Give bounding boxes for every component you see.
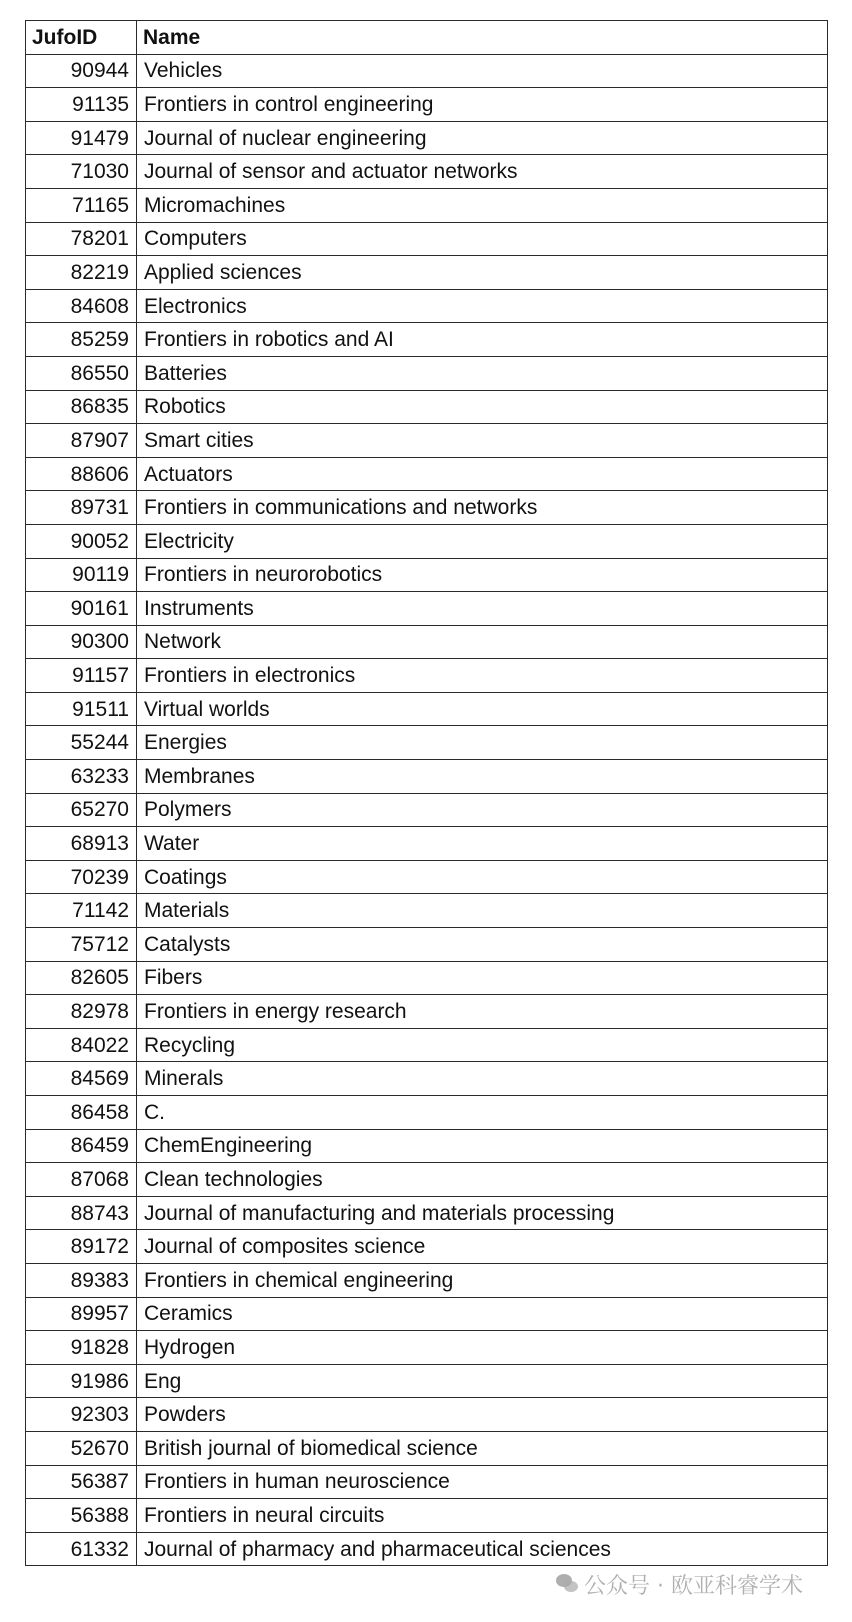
table-row	[26, 793, 828, 827]
watermark	[556, 1568, 803, 1600]
table-row	[26, 592, 828, 626]
jufoid-cell: 75712	[26, 928, 137, 962]
journal-name-cell: Coatings	[137, 860, 828, 894]
journal-name-cell: Fibers	[137, 961, 828, 995]
jufoid-cell: 91828	[26, 1331, 137, 1365]
journal-name-cell: Frontiers in neurorobotics	[137, 558, 828, 592]
jufoid-cell: 87907	[26, 424, 137, 458]
jufoid-cell: 89172	[26, 1230, 137, 1264]
wechat-icon	[556, 1574, 578, 1594]
jufoid-cell: 63233	[26, 760, 137, 794]
journal-name-cell: C.	[137, 1096, 828, 1130]
table-row	[26, 1499, 828, 1533]
table-row	[26, 54, 828, 88]
journal-name-cell: Frontiers in energy research	[137, 995, 828, 1029]
table-row	[26, 1062, 828, 1096]
jufoid-cell: 89383	[26, 1263, 137, 1297]
jufoid-cell: 86835	[26, 390, 137, 424]
journal-name-cell: Membranes	[137, 760, 828, 794]
jufoid-cell: 82219	[26, 256, 137, 290]
table-row	[26, 188, 828, 222]
table-row	[26, 222, 828, 256]
jufoid-cell: 71142	[26, 894, 137, 928]
journal-name-cell: Journal of pharmacy and pharmaceutical sciences	[137, 1532, 828, 1566]
journal-name-cell: Journal of composites science	[137, 1230, 828, 1264]
jufoid-cell: 87068	[26, 1163, 137, 1197]
table-row	[26, 1163, 828, 1197]
journal-name-cell: Journal of nuclear engineering	[137, 121, 828, 155]
journal-name-cell: Frontiers in control engineering	[137, 88, 828, 122]
jufoid-cell: 56388	[26, 1499, 137, 1533]
journal-name-cell: Instruments	[137, 592, 828, 626]
table-row	[26, 1263, 828, 1297]
journal-name-cell: Frontiers in communications and networks	[137, 491, 828, 525]
journal-name-cell: Frontiers in chemical engineering	[137, 1263, 828, 1297]
jufoid-cell: 90300	[26, 625, 137, 659]
jufoid-cell: 55244	[26, 726, 137, 760]
jufoid-cell: 71030	[26, 155, 137, 189]
table-row	[26, 1297, 828, 1331]
table-row	[26, 491, 828, 525]
table-row	[26, 1532, 828, 1566]
jufoid-cell: 92303	[26, 1398, 137, 1432]
table-row	[26, 1364, 828, 1398]
journal-name-cell: Hydrogen	[137, 1331, 828, 1365]
table-row	[26, 356, 828, 390]
journal-name-cell: Journal of manufacturing and materials processing	[137, 1196, 828, 1230]
table-row	[26, 625, 828, 659]
table-row	[26, 256, 828, 290]
jufoid-cell: 82978	[26, 995, 137, 1029]
journal-table-container	[25, 20, 827, 1566]
table-row	[26, 155, 828, 189]
jufoid-cell: 90052	[26, 524, 137, 558]
header-name: Name	[137, 21, 828, 55]
table-row	[26, 1096, 828, 1130]
jufoid-cell: 88743	[26, 1196, 137, 1230]
table-row	[26, 1196, 828, 1230]
table-row	[26, 1398, 828, 1432]
table-row	[26, 1465, 828, 1499]
journal-table	[25, 20, 828, 1566]
journal-name-cell: Frontiers in electronics	[137, 659, 828, 693]
table-row	[26, 524, 828, 558]
journal-name-cell: Eng	[137, 1364, 828, 1398]
journal-name-cell: Vehicles	[137, 54, 828, 88]
journal-name-cell: Frontiers in neural circuits	[137, 1499, 828, 1533]
table-row	[26, 860, 828, 894]
table-row	[26, 323, 828, 357]
table-row	[26, 827, 828, 861]
table-row	[26, 1230, 828, 1264]
table-row	[26, 289, 828, 323]
journal-name-cell: Frontiers in robotics and AI	[137, 323, 828, 357]
journal-name-cell: Robotics	[137, 390, 828, 424]
jufoid-cell: 88606	[26, 457, 137, 491]
journal-name-cell: Polymers	[137, 793, 828, 827]
jufoid-cell: 70239	[26, 860, 137, 894]
journal-name-cell: Applied sciences	[137, 256, 828, 290]
table-row	[26, 1129, 828, 1163]
jufoid-cell: 85259	[26, 323, 137, 357]
journal-name-cell: Smart cities	[137, 424, 828, 458]
jufoid-cell: 86458	[26, 1096, 137, 1130]
jufoid-cell: 52670	[26, 1431, 137, 1465]
jufoid-cell: 82605	[26, 961, 137, 995]
jufoid-cell: 84569	[26, 1062, 137, 1096]
table-row	[26, 961, 828, 995]
jufoid-cell: 90119	[26, 558, 137, 592]
jufoid-cell: 86550	[26, 356, 137, 390]
jufoid-cell: 91479	[26, 121, 137, 155]
journal-name-cell: Electronics	[137, 289, 828, 323]
table-row	[26, 1331, 828, 1365]
table-row	[26, 1028, 828, 1062]
table-row	[26, 692, 828, 726]
journal-name-cell: Energies	[137, 726, 828, 760]
jufoid-cell: 71165	[26, 188, 137, 222]
table-header-row	[26, 21, 828, 55]
jufoid-cell: 56387	[26, 1465, 137, 1499]
jufoid-cell: 90161	[26, 592, 137, 626]
table-row	[26, 894, 828, 928]
journal-name-cell: Computers	[137, 222, 828, 256]
table-body	[26, 54, 828, 1566]
jufoid-cell: 68913	[26, 827, 137, 861]
journal-name-cell: Network	[137, 625, 828, 659]
journal-name-cell: Journal of sensor and actuator networks	[137, 155, 828, 189]
table-row	[26, 121, 828, 155]
jufoid-cell: 89957	[26, 1297, 137, 1331]
jufoid-cell: 61332	[26, 1532, 137, 1566]
journal-name-cell: Powders	[137, 1398, 828, 1432]
jufoid-cell: 84608	[26, 289, 137, 323]
table-row	[26, 390, 828, 424]
jufoid-cell: 89731	[26, 491, 137, 525]
journal-name-cell: Virtual worlds	[137, 692, 828, 726]
journal-name-cell: Batteries	[137, 356, 828, 390]
journal-name-cell: Clean technologies	[137, 1163, 828, 1197]
journal-name-cell: Catalysts	[137, 928, 828, 962]
table-row	[26, 457, 828, 491]
journal-name-cell: Frontiers in human neuroscience	[137, 1465, 828, 1499]
table-row	[26, 659, 828, 693]
watermark-text: 公众号 · 欧亚科睿学术	[584, 1573, 803, 1599]
table-row	[26, 88, 828, 122]
journal-name-cell: ChemEngineering	[137, 1129, 828, 1163]
journal-name-cell: British journal of biomedical science	[137, 1431, 828, 1465]
table-row	[26, 726, 828, 760]
jufoid-cell: 91157	[26, 659, 137, 693]
table-row	[26, 558, 828, 592]
table-row	[26, 928, 828, 962]
header-jufoid: JufoID	[26, 21, 137, 55]
journal-name-cell: Actuators	[137, 457, 828, 491]
jufoid-cell: 91135	[26, 88, 137, 122]
jufoid-cell: 78201	[26, 222, 137, 256]
journal-name-cell: Ceramics	[137, 1297, 828, 1331]
table-row	[26, 1431, 828, 1465]
journal-name-cell: Materials	[137, 894, 828, 928]
table-row	[26, 995, 828, 1029]
journal-name-cell: Water	[137, 827, 828, 861]
jufoid-cell: 91511	[26, 692, 137, 726]
jufoid-cell: 84022	[26, 1028, 137, 1062]
jufoid-cell: 90944	[26, 54, 137, 88]
journal-name-cell: Minerals	[137, 1062, 828, 1096]
table-row	[26, 760, 828, 794]
jufoid-cell: 65270	[26, 793, 137, 827]
jufoid-cell: 91986	[26, 1364, 137, 1398]
journal-name-cell: Electricity	[137, 524, 828, 558]
journal-name-cell: Micromachines	[137, 188, 828, 222]
table-row	[26, 424, 828, 458]
journal-name-cell: Recycling	[137, 1028, 828, 1062]
jufoid-cell: 86459	[26, 1129, 137, 1163]
